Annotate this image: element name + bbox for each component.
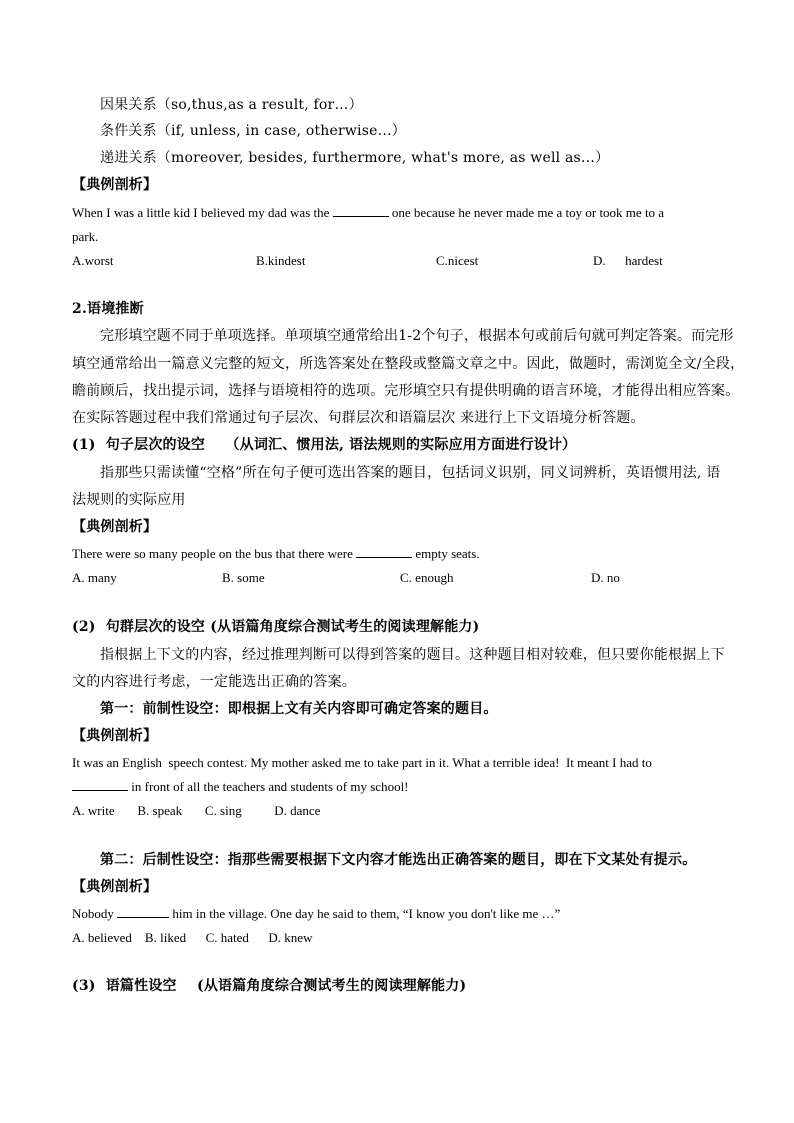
- answer-blank: [333, 204, 389, 217]
- question-text: park.: [72, 229, 99, 244]
- subsection-heading: (3) 语篇性设空 (从语篇角度综合测试考生的阅读理解能力): [72, 978, 467, 994]
- type-heading: 第二：后制性设空：指那些需要根据下文内容才能选出正确答案的题目，即在下文某处有提示。: [100, 852, 697, 868]
- question-text: It was an English speech contest. My mother asked me to take part in it. What a terrible idea! It meant I had to: [72, 755, 652, 770]
- subsection-heading: (2) 句群层次的设空 (从语篇角度综合测试考生的阅读理解能力): [72, 619, 480, 635]
- option-c: C.nicest: [436, 253, 479, 268]
- answer-blank: [72, 778, 128, 791]
- option-a: A.worst: [72, 253, 114, 268]
- relation-condition: 条件关系（if, unless, in case, otherwise…）: [100, 123, 407, 139]
- question-line: [72, 204, 664, 222]
- question-line: [72, 545, 480, 563]
- question-text: him in the village. One day he said to them, “I know you don't like me …”: [172, 906, 561, 921]
- question-text: When I was a little kid I believed my dad was the: [72, 205, 330, 220]
- paragraph-line: 法规则的实际应用: [72, 492, 186, 508]
- paragraph-line: 文的内容进行考虑，一定能选出正确的答案。: [72, 674, 356, 690]
- paragraph-line: 指根据上下文的内容，经过推理判断可以得到答案的题目。这种题目相对较难，但只要你能根据上下: [100, 647, 725, 663]
- question-text: Nobody: [72, 906, 114, 921]
- options-row: A. believed B. liked C. hated D. knew: [72, 930, 313, 945]
- option-d: D. hardest: [593, 253, 663, 268]
- example-heading: 【典例剖析】: [72, 519, 158, 535]
- type-heading: 第一：前制性设空：即根据上文有关内容即可确定答案的题目。: [100, 701, 498, 717]
- question-line: [72, 905, 560, 923]
- option-c: C. enough: [400, 570, 454, 585]
- paragraph-line: 填空通常给出一篇意义完整的短文，所选答案处在整段或整篇文章之中。因此，做题时，需浏览全文/全段，: [72, 356, 745, 372]
- subsection-heading: (1) 句子层次的设空 （从词汇、惯用法, 语法规则的实际应用方面进行设计）: [72, 437, 577, 453]
- option-b: B.kindest: [256, 253, 306, 268]
- paragraph-line: 在实际答题过程中我们常通过句子层次、句群层次和语篇层次 来进行上下文语境分析答题。: [72, 410, 645, 426]
- question-line: [72, 778, 409, 796]
- option-a: A. many: [72, 570, 117, 585]
- example-heading: 【典例剖析】: [72, 879, 158, 895]
- answer-blank: [117, 905, 169, 918]
- paragraph-line: 指那些只需读懂“空格”所在句子便可选出答案的题目，包括词义识别，同义词辨析，英语惯用法, 语: [100, 465, 721, 481]
- paragraph-line: 瞻前顾后，找出提示词，选择与语境相符的选项。完形填空只有提供明确的语言环境，才能得出相应答案。: [72, 383, 740, 399]
- question-text: There were so many people on the bus that there were: [72, 546, 353, 561]
- relation-cause: 因果关系（so,thus,as a result, for…）: [100, 97, 363, 113]
- paragraph-line: 完形填空题不同于单项选择。单项填空通常给出1-2个句子，根据本句或前后句就可判定答案。而完形: [100, 328, 734, 344]
- example-heading: 【典例剖析】: [72, 728, 158, 744]
- question-text: empty seats.: [415, 546, 480, 561]
- option-b: B. some: [222, 570, 265, 585]
- options-row: A. write B. speak C. sing D. dance: [72, 803, 321, 818]
- relation-progressive: 递进关系（moreover, besides, furthermore, what's more, as well as…）: [100, 150, 610, 166]
- answer-blank: [356, 545, 412, 558]
- question-text: in front of all the teachers and students of my school!: [131, 779, 409, 794]
- option-d: D. no: [591, 570, 620, 585]
- question-text: one because he never made me a toy or took me to a: [391, 205, 665, 220]
- example-heading: 【典例剖析】: [72, 177, 158, 193]
- section-heading: 2.语境推断: [72, 301, 144, 317]
